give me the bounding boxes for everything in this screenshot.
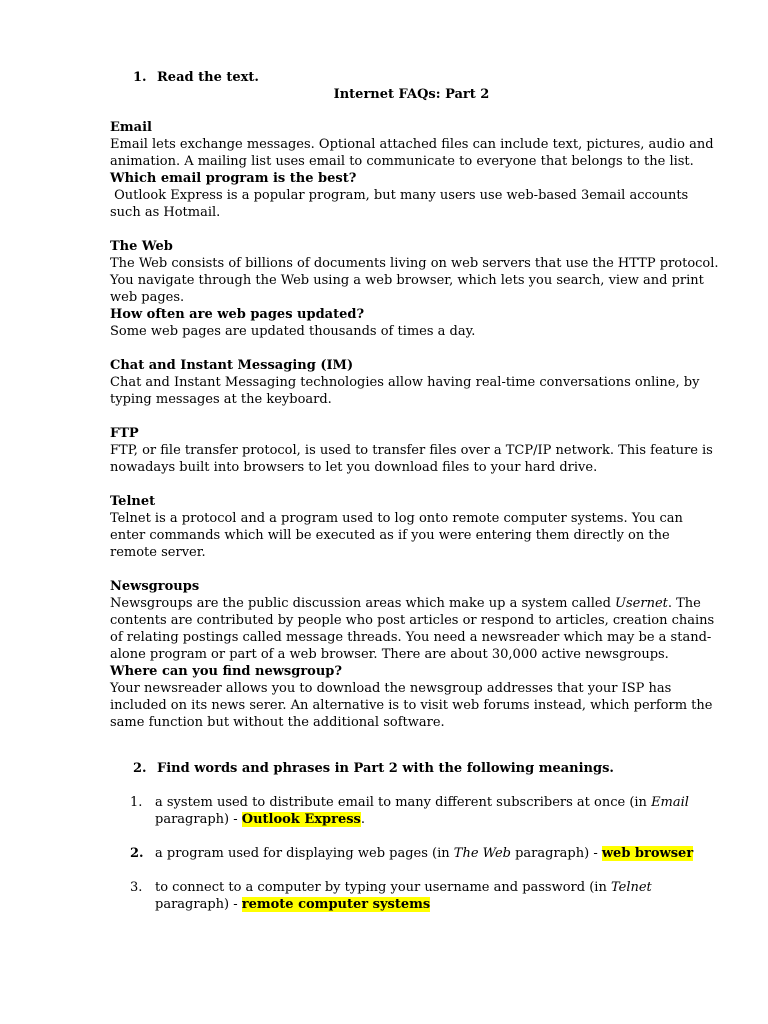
section-answer: Outlook Express is a popular program, but many users use web-based 3email accounts such as Hotmail. — [110, 188, 693, 220]
item-trail: . — [360, 812, 365, 827]
section-answer: Some web pages are updated thousands of times a day. — [110, 324, 476, 339]
item-connector: paragraph) - — [155, 897, 242, 912]
item-text — [155, 794, 720, 828]
item-prompt: to connect to a computer by typing your username and password (in — [155, 880, 611, 895]
section-heading: Email — [110, 120, 152, 135]
exercise-item-3 — [130, 879, 720, 913]
task-2-instruction: Find words and phrases in Part 2 with the following meanings. — [157, 761, 614, 776]
section-text: The Web consists of billions of documents living on web servers that use the HTTP protocol. You navigate through the Web using a web browser, which lets you search, view and print web pages. — [110, 256, 719, 305]
task-1-heading — [133, 69, 259, 86]
section-heading: The Web — [110, 239, 173, 254]
item-connector: paragraph) - — [510, 846, 602, 861]
section-heading: Telnet — [110, 494, 156, 509]
item-text — [155, 879, 720, 913]
exercise-item-2 — [130, 845, 720, 862]
document-title: Internet FAQs: Part 2 — [333, 87, 490, 102]
item-reference: The Web — [453, 846, 511, 861]
section-heading: Newsgroups — [110, 579, 200, 594]
list-item — [130, 794, 720, 828]
text-after: . The contents are contributed by people who post articles or respond to articles, creation chains of relating postings called message threads. You need a newsreader which may be a stand-alone program or part of a web browser. There are about 30,000 active newsgroups. — [110, 596, 715, 662]
item-reference: Email — [651, 795, 689, 810]
task-1-number: 1. — [133, 70, 147, 85]
section-question: Where can you find newsgroup? — [110, 664, 343, 679]
section-answer: Your newsreader allows you to download the newsgroup addresses that your ISP has included on its news serer. An alternative is to visit web forums instead, which perform the same function but without the additional software. — [110, 681, 713, 730]
task-1-instruction: Read the text. — [157, 70, 259, 85]
text-before: Newsgroups are the public discussion areas which make up a system called — [110, 596, 616, 611]
section-question: How often are web pages updated? — [110, 307, 365, 322]
section-text: Telnet is a protocol and a program used to log onto remote computer systems. You can enter commands which will be executed as if you were entering them directly on the remote server. — [110, 511, 683, 560]
section-ftp — [110, 425, 720, 476]
section-email — [110, 119, 720, 221]
section-text: Chat and Instant Messaging technologies allow having real-time conversations online, by typing messages at the keyboard. — [110, 375, 700, 407]
task-2-number: 2. — [133, 761, 147, 776]
section-chat — [110, 357, 720, 408]
faq-body — [110, 119, 720, 748]
item-number: 3. — [130, 880, 143, 895]
section-text: FTP, or file transfer protocol, is used to transfer files over a TCP/IP network. This feature is nowadays built into browsers to let you download files to your hard drive. — [110, 443, 713, 475]
item-prompt: a system used to distribute email to many different subscribers at once (in — [155, 795, 652, 810]
section-text: Email lets exchange messages. Optional attached files can include text, pictures, audio and animation. A mailing list uses email to communicate to everyone that belongs to the list. — [110, 137, 714, 169]
section-web — [110, 238, 720, 340]
list-item — [130, 845, 720, 862]
section-telnet — [110, 493, 720, 561]
item-answer-highlight: Outlook Express — [241, 812, 361, 827]
item-number: 1. — [130, 795, 143, 810]
item-text — [155, 845, 720, 862]
item-reference: Telnet — [610, 880, 652, 895]
exercise-item-1 — [130, 794, 720, 828]
section-question: Which email program is the best? — [110, 171, 357, 186]
item-number: 2. — [130, 846, 144, 861]
task-2-heading — [133, 760, 614, 777]
list-item — [130, 879, 720, 913]
item-answer-highlight: web browser — [601, 846, 694, 861]
section-newsgroups — [110, 578, 720, 731]
usernet-term: Usernet — [615, 596, 668, 611]
section-text — [110, 595, 720, 663]
section-heading: FTP — [110, 426, 139, 441]
item-answer-highlight: remote computer systems — [241, 897, 431, 912]
item-prompt: a program used for displaying web pages (in — [155, 846, 454, 861]
section-heading: Chat and Instant Messaging (IM) — [110, 358, 354, 373]
item-connector: paragraph) - — [155, 812, 242, 827]
